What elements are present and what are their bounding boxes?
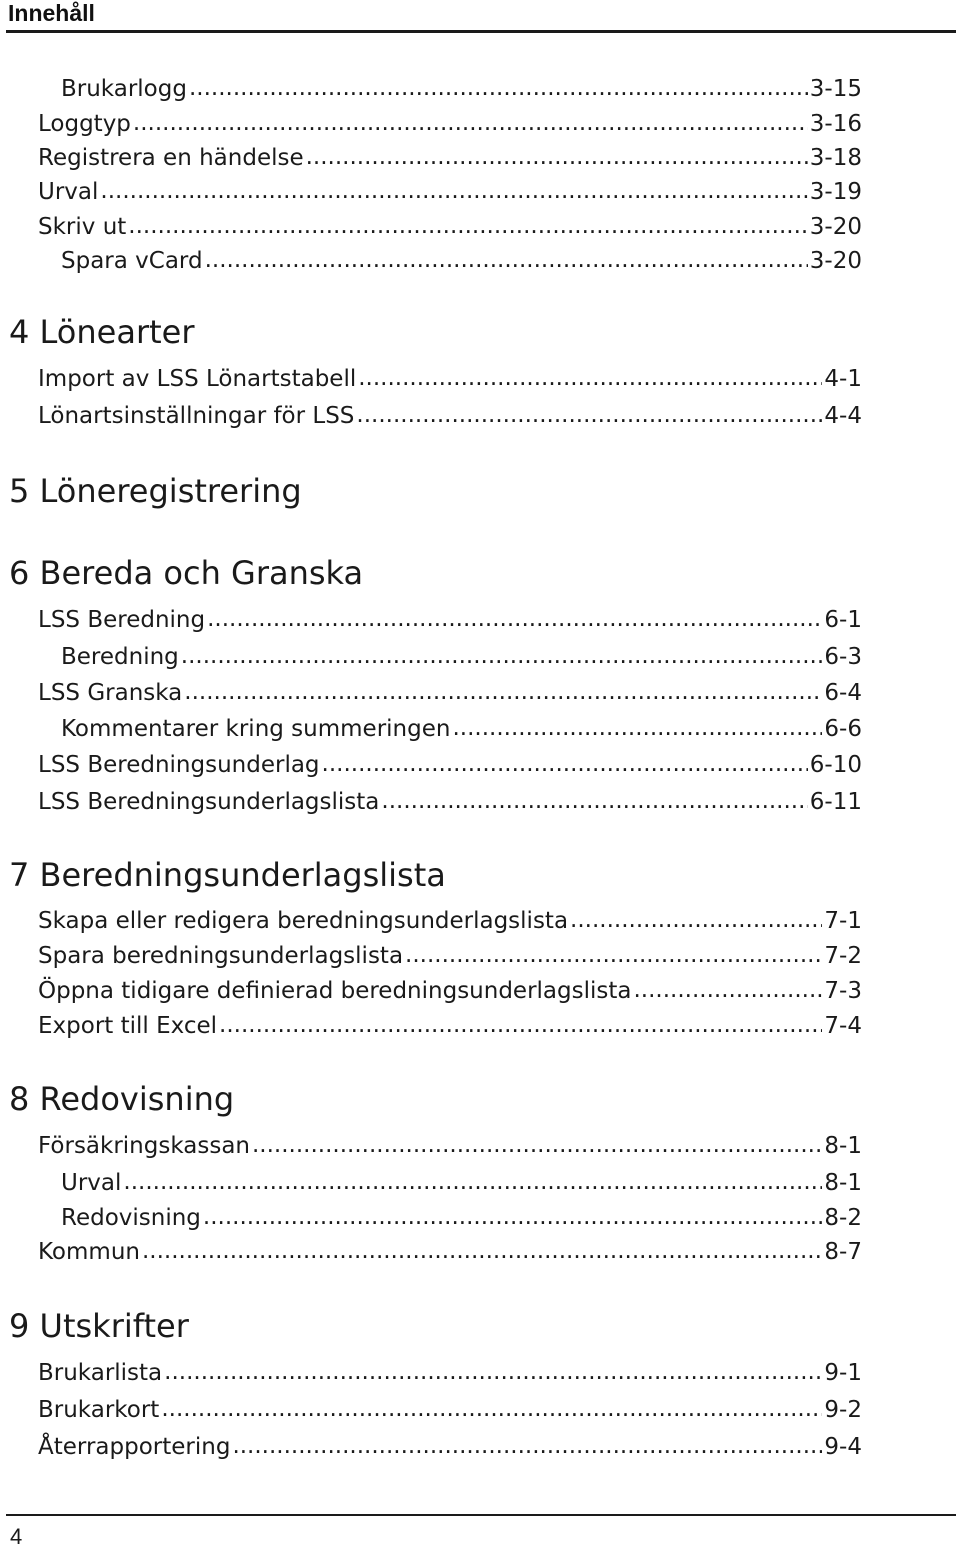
toc-entry-label: Kommun (38, 1239, 140, 1265)
toc-entry-lonartsinstallningar[interactable] (38, 401, 862, 431)
toc-entry-label: Kommentarer kring summeringen (61, 716, 451, 742)
toc-entry-page: 9-1 (824, 1360, 862, 1386)
toc-entry-page: 9-4 (824, 1434, 862, 1460)
toc-entry-label: Återrapportering (38, 1434, 231, 1460)
toc-entry-label: Brukarlogg (61, 76, 187, 102)
toc-leader-dots (184, 677, 822, 707)
chapter-heading-8[interactable]: 8 Redovisning (9, 1080, 235, 1118)
toc-entry-page: 7-4 (824, 1013, 862, 1039)
page-number: 4 (10, 1524, 23, 1549)
toc-entry-lss-beredning[interactable] (38, 605, 862, 635)
toc-entry-kommentarer[interactable] (61, 714, 862, 744)
toc-entry-urval[interactable] (38, 177, 862, 207)
toc-entry-page: 8-1 (824, 1133, 862, 1159)
toc-entry-label: Skapa eller redigera beredningsunderlagslista (38, 908, 569, 934)
toc-leader-dots (142, 1236, 822, 1266)
toc-leader-dots (133, 108, 808, 138)
toc-entry-label: LSS Beredningsunderlag (38, 752, 320, 778)
toc-leader-dots (203, 1202, 823, 1232)
toc-entry-page: 8-1 (824, 1170, 862, 1196)
toc-entry-skriv-ut[interactable] (38, 212, 862, 242)
toc-entry-forsakringskassan[interactable] (38, 1131, 862, 1161)
toc-entry-label: Registrera en händelse (38, 145, 304, 171)
toc-entry-label: Redovisning (61, 1205, 201, 1231)
toc-leader-dots (634, 975, 823, 1005)
toc-entry-export-excel[interactable] (38, 1011, 862, 1041)
toc-entry-label: Loggtyp (38, 111, 131, 137)
toc-leader-dots (232, 1431, 822, 1461)
header-rule (6, 30, 956, 33)
toc-entry-page: 7-2 (824, 943, 862, 969)
toc-entry-spara-lista[interactable] (38, 941, 862, 971)
toc-leader-dots (128, 211, 808, 241)
toc-leader-dots (356, 400, 822, 430)
toc-entry-brukarkort[interactable] (38, 1395, 862, 1425)
toc-entry-page: 6-6 (824, 716, 862, 742)
toc-entry-page: 3-16 (809, 111, 862, 137)
toc-leader-dots (189, 73, 808, 103)
chapter-heading-7[interactable]: 7 Beredningsunderlagslista (9, 856, 446, 894)
chapter-heading-9[interactable]: 9 Utskrifter (9, 1307, 189, 1345)
toc-entry-page: 8-2 (824, 1205, 862, 1231)
toc-leader-dots (322, 749, 808, 779)
toc-entry-brukarlogg[interactable] (61, 74, 862, 104)
toc-leader-dots (452, 713, 822, 743)
toc-entry-label: Export till Excel (38, 1013, 218, 1039)
toc-leader-dots (219, 1010, 822, 1040)
toc-entry-page: 4-1 (824, 366, 862, 392)
toc-entry-label: Brukarlista (38, 1360, 163, 1386)
chapter-heading-5[interactable]: 5 Löneregistrering (9, 472, 302, 510)
toc-leader-dots (570, 905, 822, 935)
toc-entry-page: 3-18 (809, 145, 862, 171)
toc-entry-registrera-en-handelse[interactable] (38, 143, 862, 173)
toc-entry-page: 3-20 (809, 214, 862, 240)
toc-entry-loggtyp[interactable] (38, 109, 862, 139)
toc-entry-lss-granska[interactable] (38, 678, 862, 708)
toc-leader-dots (252, 1130, 822, 1160)
toc-entry-lss-beredningsunderlagslista[interactable] (38, 787, 862, 817)
toc-leader-dots (100, 176, 807, 206)
footer-rule (6, 1514, 956, 1516)
toc-entry-label: LSS Beredning (38, 607, 206, 633)
toc-entry-label: Brukarkort (38, 1397, 160, 1423)
toc-leader-dots (358, 363, 822, 393)
toc-entry-beredning[interactable] (61, 642, 862, 672)
chapter-heading-4[interactable]: 4 Lönearter (9, 313, 195, 351)
page-title: Innehåll (8, 0, 95, 26)
toc-entry-brukarlista[interactable] (38, 1358, 862, 1388)
toc-entry-label: Lönartsinställningar för LSS (38, 403, 355, 429)
toc-entry-label: Urval (38, 179, 99, 205)
chapter-heading-6[interactable]: 6 Bereda och Granska (9, 554, 364, 592)
toc-entry-page: 7-1 (824, 908, 862, 934)
toc-leader-dots (181, 641, 823, 671)
toc-leader-dots (164, 1357, 822, 1387)
toc-leader-dots (306, 142, 808, 172)
toc-entry-page: 3-19 (809, 179, 862, 205)
toc-entry-label: Öppna tidigare definierad beredningsunderlagslista (38, 978, 632, 1004)
toc-entry-page: 7-3 (824, 978, 862, 1004)
toc-entry-import-lonartstabell[interactable] (38, 364, 862, 394)
toc-entry-label: Spara beredningsunderlagslista (38, 943, 404, 969)
toc-entry-urval-8[interactable] (61, 1168, 862, 1198)
toc-entry-lss-beredningsunderlag[interactable] (38, 750, 862, 780)
toc-leader-dots (205, 245, 808, 275)
toc-entry-page: 4-4 (824, 403, 862, 429)
toc-entry-page: 6-10 (809, 752, 862, 778)
toc-entry-label: Försäkringskassan (38, 1133, 250, 1159)
toc-leader-dots (207, 604, 822, 634)
toc-leader-dots (161, 1394, 822, 1424)
toc-entry-spara-vcard[interactable] (61, 246, 862, 276)
toc-entry-page: 6-11 (809, 789, 862, 815)
toc-entry-page: 3-15 (809, 76, 862, 102)
toc-entry-label: LSS Beredningsunderlagslista (38, 789, 380, 815)
toc-entry-oppna-tidigare[interactable] (38, 976, 862, 1006)
toc-leader-dots (123, 1167, 822, 1197)
toc-entry-label: Urval (61, 1170, 122, 1196)
toc-entry-kommun[interactable] (38, 1237, 862, 1267)
toc-entry-skapa-redigera[interactable] (38, 906, 862, 936)
toc-leader-dots (381, 786, 807, 816)
toc-entry-label: Skriv ut (38, 214, 127, 240)
page-footer (6, 1514, 956, 1550)
toc-entry-label: Import av LSS Lönartstabell (38, 366, 357, 392)
toc-entry-page: 9-2 (824, 1397, 862, 1423)
toc-entry-label: Beredning (61, 644, 179, 670)
toc-entry-label: LSS Granska (38, 680, 183, 706)
page-header (6, 0, 956, 33)
toc-entry-page: 8-7 (824, 1239, 862, 1265)
toc-leader-dots (405, 940, 822, 970)
toc-entry-redovisning[interactable] (61, 1203, 862, 1233)
toc-entry-page: 3-20 (809, 248, 862, 274)
toc-entry-page: 6-3 (824, 644, 862, 670)
toc-entry-label: Spara vCard (61, 248, 203, 274)
toc-entry-page: 6-1 (824, 607, 862, 633)
toc-entry-aterrapportering[interactable] (38, 1432, 862, 1462)
toc-entry-page: 6-4 (824, 680, 862, 706)
